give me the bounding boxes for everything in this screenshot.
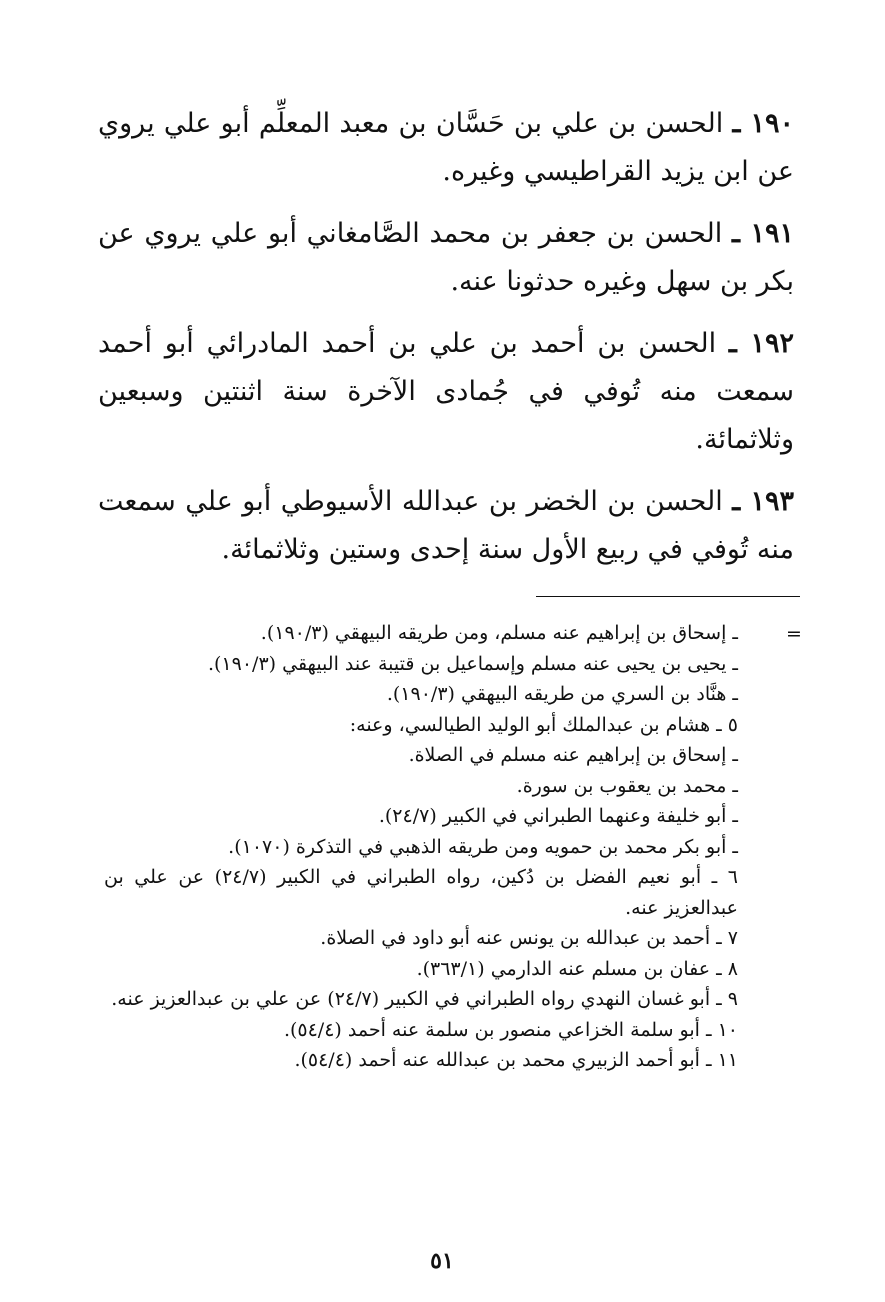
footnote-line: ١١ ـ أبو أحمد الزبيري محمد بن عبدالله عنه أحمد (٥٤/٤). xyxy=(294,1049,738,1071)
footnote-line: ٨ ـ عفان بن مسلم عنه الدارمي (٣٦٣/١). xyxy=(416,957,738,980)
entry-192 xyxy=(98,320,794,464)
footnote-line: ـ إسحاق بن إبراهيم عنه مسلم في الصلاة. xyxy=(408,744,738,766)
footnote-line: ـ أبو بكر محمد بن حمويه ومن طريقه الذهبي في التذكرة (١٠٧٠). xyxy=(228,835,738,858)
entry-number: ١٩٢ ـ xyxy=(728,328,794,359)
footnote-line: ١٠ ـ أبو سلمة الخزاعي منصور بن سلمة عنه أحمد (٥٤/٤). xyxy=(283,1018,738,1041)
footnote-continuation-mark: = xyxy=(786,623,802,645)
footnote-line: ـ محمد بن يعقوب بن سورة. xyxy=(516,774,738,797)
entry-text: الحسن بن أحمد بن علي بن أحمد المادرائي أبو أحمد سمعت منه تُوفي في جُمادى الآخرة سنة اثنتين وسبعين وثلاثمائة. xyxy=(98,328,794,455)
entry-191 xyxy=(98,210,794,306)
entry-number: ١٩٣ ـ xyxy=(732,486,794,517)
entry-text: الحسن بن جعفر بن محمد الصَّامغاني أبو علي يروي عن بكر بن سهل وغيره حدثونا عنه. xyxy=(98,218,794,297)
page-number: ٥١ xyxy=(430,1248,454,1274)
footnote-line: ٥ ـ هشام بن عبدالملك أبو الوليد الطيالسي، وعنه: xyxy=(349,713,738,736)
footnote-line: ٦ ـ أبو نعيم الفضل بن دُكين، رواه الطبراني في الكبير (٢٤/٧) عن علي بن عبدالعزيز عنه. xyxy=(104,866,738,919)
footnote-line: ـ يحيى بن يحيى عنه مسلم وإسماعيل بن قتيبة عند البيهقي (١٩٠/٣). xyxy=(207,652,738,675)
footnotes xyxy=(104,618,738,1076)
entry-190 xyxy=(98,100,794,196)
footnote-separator-rule xyxy=(536,596,800,597)
footnote-line: ٧ ـ أحمد بن عبدالله بن يونس عنه أبو داود في الصلاة. xyxy=(320,927,738,949)
entry-text: الحسن بن علي بن حَسَّان بن معبد المعلِّم أبو علي يروي عن ابن يزيد القراطيسي وغيره. xyxy=(98,108,794,187)
footnote-line: ٩ ـ أبو غسان النهدي رواه الطبراني في الكبير (٢٤/٧) عن علي بن عبدالعزيز عنه. xyxy=(111,988,738,1010)
footnote-line: ـ هنَّاد بن السري من طريقه البيهقي (١٩٠/٣). xyxy=(386,683,738,705)
entry-number: ١٩١ ـ xyxy=(732,218,794,249)
footnote-line: ـ أبو خليفة وعنهما الطبراني في الكبير (٢٤/٧). xyxy=(378,805,738,827)
entry-193 xyxy=(98,478,794,574)
entry-text: الحسن بن الخضر بن عبدالله الأسيوطي أبو علي سمعت منه تُوفي في ربيع الأول سنة إحدى وستين وثلاثمائة. xyxy=(98,486,794,565)
main-entries xyxy=(98,100,794,588)
entry-number: ١٩٠ ـ xyxy=(732,108,794,139)
footnote-line: ـ إسحاق بن إبراهيم عنه مسلم، ومن طريقه البيهقي (١٩٠/٣). xyxy=(260,622,738,644)
